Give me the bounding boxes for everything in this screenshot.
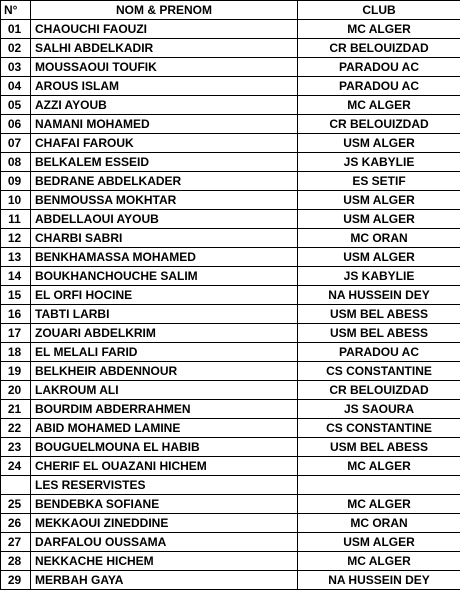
table-row — [1, 400, 460, 419]
player-number: 03 — [1, 58, 31, 77]
player-name: MOUSSAOUI TOUFIK — [31, 58, 298, 77]
player-club: USM BEL ABESS — [298, 305, 460, 324]
table-row — [1, 286, 460, 305]
player-number: 13 — [1, 248, 31, 267]
table-row — [1, 305, 460, 324]
player-name: EL MELALI FARID — [31, 343, 298, 362]
player-number: 04 — [1, 77, 31, 96]
player-club: USM ALGER — [298, 248, 460, 267]
player-number: 24 — [1, 457, 31, 476]
player-number: 17 — [1, 324, 31, 343]
player-name: BELKALEM ESSEID — [31, 153, 298, 172]
table-row — [1, 20, 460, 39]
player-club: PARADOU AC — [298, 58, 460, 77]
player-club: MC ALGER — [298, 20, 460, 39]
player-name: CHAOUCHI FAOUZI — [31, 20, 298, 39]
player-club: CR BELOUIZDAD — [298, 115, 460, 134]
player-number: 25 — [1, 495, 31, 514]
player-name: AZZI AYOUB — [31, 96, 298, 115]
player-name: ZOUARI ABDELKRIM — [31, 324, 298, 343]
player-number: 18 — [1, 343, 31, 362]
player-club: JS SAOURA — [298, 400, 460, 419]
table-row — [1, 552, 460, 571]
player-number: 15 — [1, 286, 31, 305]
player-number: 10 — [1, 191, 31, 210]
player-name: EL ORFI HOCINE — [31, 286, 298, 305]
table-row — [1, 172, 460, 191]
table-row — [1, 267, 460, 286]
player-number: 26 — [1, 514, 31, 533]
reserves-title-club-cell — [298, 476, 460, 495]
player-club: USM ALGER — [298, 134, 460, 153]
player-number: 27 — [1, 533, 31, 552]
player-number: 22 — [1, 419, 31, 438]
table-row — [1, 343, 460, 362]
table-row — [1, 153, 460, 172]
reserves-title: LES RESERVISTES — [31, 476, 298, 495]
player-club: USM BEL ABESS — [298, 438, 460, 457]
reserves-body — [1, 495, 460, 590]
table-row — [1, 457, 460, 476]
table-row — [1, 495, 460, 514]
player-club: NA HUSSEIN DEY — [298, 571, 460, 590]
player-number: 05 — [1, 96, 31, 115]
table-row — [1, 77, 460, 96]
player-number: 21 — [1, 400, 31, 419]
table-header-row — [1, 1, 460, 20]
player-number: 19 — [1, 362, 31, 381]
players-body — [1, 20, 460, 476]
table-row — [1, 248, 460, 267]
player-club: MC ALGER — [298, 495, 460, 514]
player-name: ABDELLAOUI AYOUB — [31, 210, 298, 229]
player-club: PARADOU AC — [298, 77, 460, 96]
player-club: PARADOU AC — [298, 343, 460, 362]
player-name: MERBAH GAYA — [31, 571, 298, 590]
player-club: CS CONSTANTINE — [298, 362, 460, 381]
table-row — [1, 229, 460, 248]
player-club: JS KABYLIE — [298, 267, 460, 286]
table-row — [1, 39, 460, 58]
player-club: USM ALGER — [298, 533, 460, 552]
reserves-section — [1, 476, 460, 495]
reserves-title-row — [1, 476, 460, 495]
player-club: USM ALGER — [298, 210, 460, 229]
table-row — [1, 96, 460, 115]
player-name: DARFALOU OUSSAMA — [31, 533, 298, 552]
player-club: MC ALGER — [298, 96, 460, 115]
player-club: ES SETIF — [298, 172, 460, 191]
player-number: 14 — [1, 267, 31, 286]
player-club: CR BELOUIZDAD — [298, 381, 460, 400]
player-number: 01 — [1, 20, 31, 39]
player-name: CHAFAI FAROUK — [31, 134, 298, 153]
player-number: 02 — [1, 39, 31, 58]
table-row — [1, 115, 460, 134]
table-row — [1, 438, 460, 457]
player-name: MEKKAOUI ZINEDDINE — [31, 514, 298, 533]
player-name: NAMANI MOHAMED — [31, 115, 298, 134]
player-number: 29 — [1, 571, 31, 590]
player-name: ABID MOHAMED LAMINE — [31, 419, 298, 438]
player-name: CHERIF EL OUAZANI HICHEM — [31, 457, 298, 476]
table-row — [1, 514, 460, 533]
player-number: 11 — [1, 210, 31, 229]
player-name: BOURDIM ABDERRAHMEN — [31, 400, 298, 419]
player-number: 06 — [1, 115, 31, 134]
header-number: N° — [1, 1, 31, 20]
player-club: USM BEL ABESS — [298, 324, 460, 343]
player-name: TABTI LARBI — [31, 305, 298, 324]
player-club: MC ORAN — [298, 229, 460, 248]
player-name: BOUGUELMOUNA EL HABIB — [31, 438, 298, 457]
player-number: 23 — [1, 438, 31, 457]
table-row — [1, 324, 460, 343]
player-name: BEDRANE ABDELKADER — [31, 172, 298, 191]
player-club: CS CONSTANTINE — [298, 419, 460, 438]
player-number: 08 — [1, 153, 31, 172]
player-club: CR BELOUIZDAD — [298, 39, 460, 58]
player-name: BOUKHANCHOUCHE SALIM — [31, 267, 298, 286]
table-row — [1, 533, 460, 552]
header-club: CLUB — [298, 1, 460, 20]
player-club: NA HUSSEIN DEY — [298, 286, 460, 305]
player-number: 28 — [1, 552, 31, 571]
reserves-title-number-cell — [1, 476, 31, 495]
player-number: 09 — [1, 172, 31, 191]
table-row — [1, 381, 460, 400]
player-name: LAKROUM ALI — [31, 381, 298, 400]
player-number: 12 — [1, 229, 31, 248]
player-club: USM ALGER — [298, 191, 460, 210]
player-name: BELKHEIR ABDENNOUR — [31, 362, 298, 381]
table-row — [1, 362, 460, 381]
table-row — [1, 419, 460, 438]
player-name: CHARBI SABRI — [31, 229, 298, 248]
player-name: BENDEBKA SOFIANE — [31, 495, 298, 514]
table-row — [1, 210, 460, 229]
player-club: MC ALGER — [298, 552, 460, 571]
player-name: BENKHAMASSA MOHAMED — [31, 248, 298, 267]
table-row — [1, 58, 460, 77]
player-club: MC ORAN — [298, 514, 460, 533]
player-number: 20 — [1, 381, 31, 400]
player-name: AROUS ISLAM — [31, 77, 298, 96]
header-name: NOM & PRENOM — [31, 1, 298, 20]
player-number: 07 — [1, 134, 31, 153]
table-row — [1, 571, 460, 590]
player-club: MC ALGER — [298, 457, 460, 476]
player-name: NEKKACHE HICHEM — [31, 552, 298, 571]
player-name: BENMOUSSA MOKHTAR — [31, 191, 298, 210]
player-number: 16 — [1, 305, 31, 324]
table-row — [1, 191, 460, 210]
player-name: SALHI ABDELKADIR — [31, 39, 298, 58]
table-row — [1, 134, 460, 153]
player-club: JS KABYLIE — [298, 153, 460, 172]
